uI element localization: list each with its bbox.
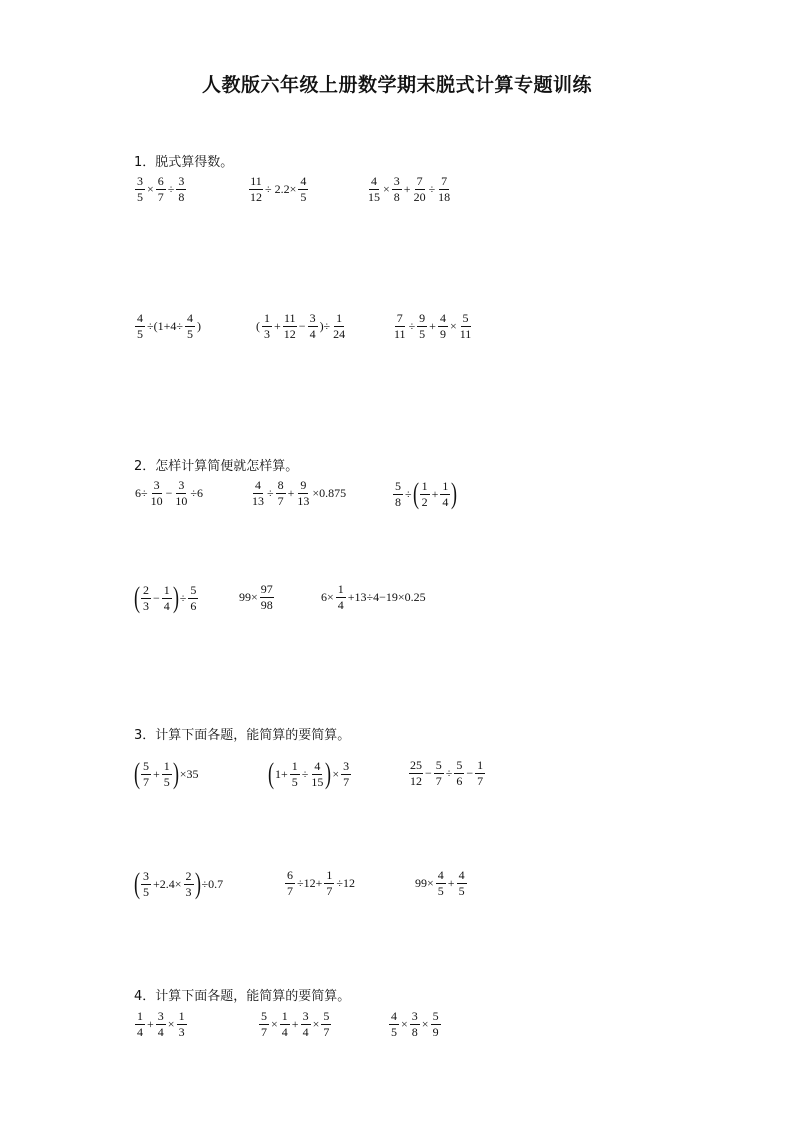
denominator: 10 [175,493,188,508]
denominator: 5 [137,189,143,204]
numerator: 4 [137,311,143,325]
section-heading: 1．脱式算得数。 [134,155,234,170]
fraction [310,760,324,788]
operator-text: ÷(1+4÷ [147,318,183,333]
numerator: 1 [264,311,270,325]
fraction [459,312,473,340]
large-parenthesis: ( [268,757,274,790]
denominator: 5 [186,326,193,341]
fraction [290,760,300,788]
numerator: 97 [260,582,273,596]
operator-text: 99× [239,589,258,604]
math-expression [320,583,427,611]
denominator: 20 [413,189,426,204]
denominator: 2 [421,494,428,509]
fraction [280,1010,290,1038]
math-expression [268,759,352,789]
fraction [298,175,308,203]
fraction [141,584,151,612]
fraction [162,584,172,612]
denominator: 7 [323,1024,330,1039]
denominator: 7 [287,883,293,898]
denominator: 7 [277,493,284,508]
operator-text: − [298,318,306,333]
numerator: 1 [337,582,344,596]
fraction [141,870,151,898]
large-parenthesis: ( [134,581,140,614]
operator-text: × [312,1016,320,1031]
numerator: 1 [163,758,170,773]
operator-text: ÷12 [336,875,355,890]
numerator: 5 [462,311,469,325]
fraction [475,759,485,787]
numerator: 4 [314,758,321,773]
numerator: 4 [437,868,444,882]
operator-text: +13÷4−19×0.25 [347,589,426,604]
fraction [454,759,464,787]
denominator: 4 [302,1024,309,1039]
math-expression [134,869,224,899]
fraction [437,175,451,203]
fraction [176,175,186,203]
numerator: 5 [456,758,463,772]
denominator: 7 [435,773,442,788]
denominator: 11 [459,326,472,341]
fraction [431,1010,441,1038]
numerator: 4 [391,1009,397,1023]
denominator: 5 [300,189,307,204]
denominator: 4 [337,597,344,612]
denominator: 11 [394,326,406,341]
math-expression [134,175,187,203]
numerator: 2 [185,868,192,883]
fraction [283,312,297,340]
fraction [188,584,198,612]
large-parenthesis: ) [172,581,179,614]
operator-text: + [429,318,436,333]
fraction [457,869,467,897]
numerator: 1 [291,758,298,773]
denominator: 3 [178,1024,185,1039]
numerator: 1 [281,1009,288,1023]
denominator: 9 [439,326,446,341]
denominator: 15 [311,774,324,789]
numerator: 3 [157,1009,164,1023]
denominator: 7 [477,773,484,788]
denominator: 4 [157,1024,164,1039]
denominator: 3 [264,326,270,341]
operator-text: × [332,766,340,781]
operator-text: ÷ [405,486,412,501]
numerator: 4 [371,174,377,188]
operator-text: ÷ [445,765,453,780]
fraction [336,583,346,611]
numerator: 3 [393,174,400,188]
numerator: 4 [300,174,307,188]
math-expression [284,869,356,897]
denominator: 98 [260,597,273,612]
section-heading: 4．计算下面各题，能简算的要简算。 [134,989,351,1004]
denominator: 8 [395,494,401,509]
operator-text: × [401,1016,408,1031]
denominator: 4 [163,598,170,613]
numerator: 5 [395,478,401,493]
large-parenthesis: ) [194,867,201,900]
numerator: 4 [186,311,193,325]
denominator: 7 [326,883,333,898]
denominator: 5 [163,774,170,789]
fraction [141,760,151,788]
denominator: 5 [137,326,143,341]
fraction [420,480,430,508]
denominator: 5 [291,774,298,789]
fraction [285,869,295,897]
numerator: 6 [157,174,164,188]
numerator: 3 [178,478,185,492]
denominator: 5 [437,883,444,898]
fraction [393,480,403,508]
operator-text: +2.4× [153,876,182,891]
denominator: 9 [432,1024,439,1039]
operator-text: 1+ [275,766,288,781]
numerator: 1 [178,1009,185,1023]
denominator: 12 [410,773,422,788]
denominator: 7 [157,189,164,204]
operator-text: × [449,318,457,333]
denominator: 5 [458,883,465,898]
denominator: 7 [343,774,350,789]
math-expression [414,869,468,897]
denominator: 12 [283,326,296,341]
operator-text: − [466,765,474,780]
fraction [150,479,164,507]
math-expression [134,583,199,613]
denominator: 6 [456,773,463,788]
numerator: 5 [190,582,197,597]
math-expression [255,312,347,340]
math-expression [248,175,309,203]
math-expression [392,312,473,340]
math-expression [366,175,452,203]
fraction [135,1010,145,1038]
fraction [301,1010,311,1038]
fraction [438,312,448,340]
denominator: 7 [261,1024,267,1039]
large-parenthesis: ( [412,477,419,510]
fraction [185,312,195,340]
numerator: 1 [137,1009,143,1023]
fraction [321,1010,331,1038]
operator-text: × [271,1016,278,1031]
section-heading: 2．怎样计算简便就怎样算。 [134,459,299,474]
fraction [417,312,427,340]
operator-text: ×0.875 [312,485,347,500]
operator-text: 6÷ [135,485,148,500]
fraction [156,1010,166,1038]
operator-text: ÷ [267,485,274,500]
fraction [324,869,334,897]
math-expression [250,479,347,507]
denominator: 5 [419,326,426,341]
numerator: 3 [302,1009,309,1023]
numerator: 3 [411,1009,418,1023]
numerator: 9 [419,311,426,325]
math-expression [408,759,486,787]
numerator: 11 [284,311,296,325]
large-parenthesis: ( [134,757,140,790]
fraction [262,312,272,340]
numerator: 5 [143,758,149,773]
operator-text: ) [196,318,201,333]
numerator: 3 [309,311,316,325]
denominator: 4 [137,1024,143,1039]
numerator: 3 [137,174,143,188]
math-expression [134,1010,188,1038]
operator-text: × [167,1016,175,1031]
numerator: 1 [477,758,484,772]
numerator: 3 [143,868,149,883]
numerator: 6 [287,868,293,882]
denominator: 8 [393,189,400,204]
denominator: 18 [438,189,451,204]
fraction [308,312,318,340]
fraction [296,479,310,507]
numerator: 4 [255,478,261,492]
operator-text: − [153,590,160,605]
numerator: 3 [178,174,185,188]
denominator: 4 [309,326,316,341]
denominator: 13 [252,493,264,508]
fraction [410,1010,420,1038]
operator-text: × [421,1016,429,1031]
denominator: 10 [150,493,163,508]
denominator: 7 [143,774,149,789]
numerator: 8 [277,478,284,492]
operator-text: + [153,766,160,781]
fraction [367,175,381,203]
numerator: 2 [143,582,149,597]
math-expression [134,479,204,507]
denominator: 4 [442,494,449,509]
operator-text: − [425,765,432,780]
denominator: 8 [411,1024,418,1039]
numerator: 1 [163,582,170,597]
operator-text: ÷ [301,766,309,781]
math-expression [238,583,275,611]
numerator: 9 [300,478,307,492]
fraction [440,480,450,508]
fraction [177,1010,187,1038]
numerator: 1 [442,478,449,493]
fraction [260,583,274,611]
numerator: 3 [343,758,350,773]
numerator: 7 [441,174,448,188]
large-parenthesis: ) [172,757,179,790]
operator-text: × [147,181,154,196]
fraction [276,479,286,507]
fraction [174,479,188,507]
denominator: 3 [185,884,192,899]
operator-text: + [447,875,455,890]
numerator: 5 [323,1009,330,1023]
numerator: 5 [432,1009,439,1023]
denominator: 5 [391,1024,397,1039]
denominator: 24 [333,326,346,341]
fraction [409,759,423,787]
operator-text: + [274,318,281,333]
operator-text: ×35 [179,766,199,781]
fraction [332,312,346,340]
operator-text: ÷6 [190,485,203,500]
operator-text: ÷ [167,181,175,196]
fraction [162,760,172,788]
fraction [436,869,446,897]
math-expression [392,479,457,509]
operator-text: )÷ [319,318,331,333]
fraction [434,759,444,787]
operator-text: ÷0.7 [201,876,224,891]
denominator: 4 [281,1024,288,1039]
numerator: 1 [336,311,343,325]
denominator: 3 [143,598,149,613]
math-expression [134,759,200,789]
numerator: 7 [416,174,423,188]
operator-text: 99× [415,875,434,890]
section-heading: 3．计算下面各题，能简算的要简算。 [134,728,351,743]
operator-text: 6× [321,589,334,604]
operator-text: + [431,486,439,501]
numerator: 7 [396,311,403,325]
operator-text: ÷ [179,590,187,605]
numerator: 5 [435,758,442,772]
large-parenthesis: ( [134,867,140,900]
large-parenthesis: ) [451,477,458,510]
numerator: 3 [153,478,160,492]
denominator: 13 [297,493,310,508]
operator-text: ( [256,318,260,333]
math-expression [134,312,202,340]
operator-text: + [147,1016,154,1031]
fraction [413,175,427,203]
operator-text: + [291,1016,299,1031]
operator-text: + [287,485,295,500]
numerator: 1 [326,868,333,882]
numerator: 4 [458,868,465,882]
denominator: 15 [368,189,380,204]
numerator: 5 [261,1009,267,1023]
fraction [156,175,166,203]
fraction [135,175,145,203]
math-expression [388,1010,442,1038]
fraction [392,175,402,203]
fraction [251,479,265,507]
numerator: 25 [410,758,422,772]
fraction [249,175,263,203]
operator-text: − [165,485,173,500]
operator-text: ÷12+ [297,875,323,890]
operator-text: × [383,181,390,196]
operator-text: ÷ [428,181,436,196]
denominator: 5 [143,884,149,899]
numerator: 11 [250,174,262,188]
fraction [135,312,145,340]
denominator: 12 [250,189,262,204]
operator-text: ÷ [408,318,416,333]
fraction [341,760,351,788]
denominator: 8 [178,189,185,204]
fraction [393,312,407,340]
operator-text: ÷ 2.2× [265,181,297,196]
fraction [184,870,194,898]
page-title: 人教版六年级上册数学期末脱式计算专题训练 [201,74,592,96]
denominator: 6 [190,598,197,613]
operator-text: + [403,181,411,196]
math-expression [258,1010,332,1038]
fraction [389,1010,399,1038]
numerator: 1 [421,478,428,493]
numerator: 4 [439,311,446,325]
large-parenthesis: ) [325,757,332,790]
fraction [259,1010,269,1038]
